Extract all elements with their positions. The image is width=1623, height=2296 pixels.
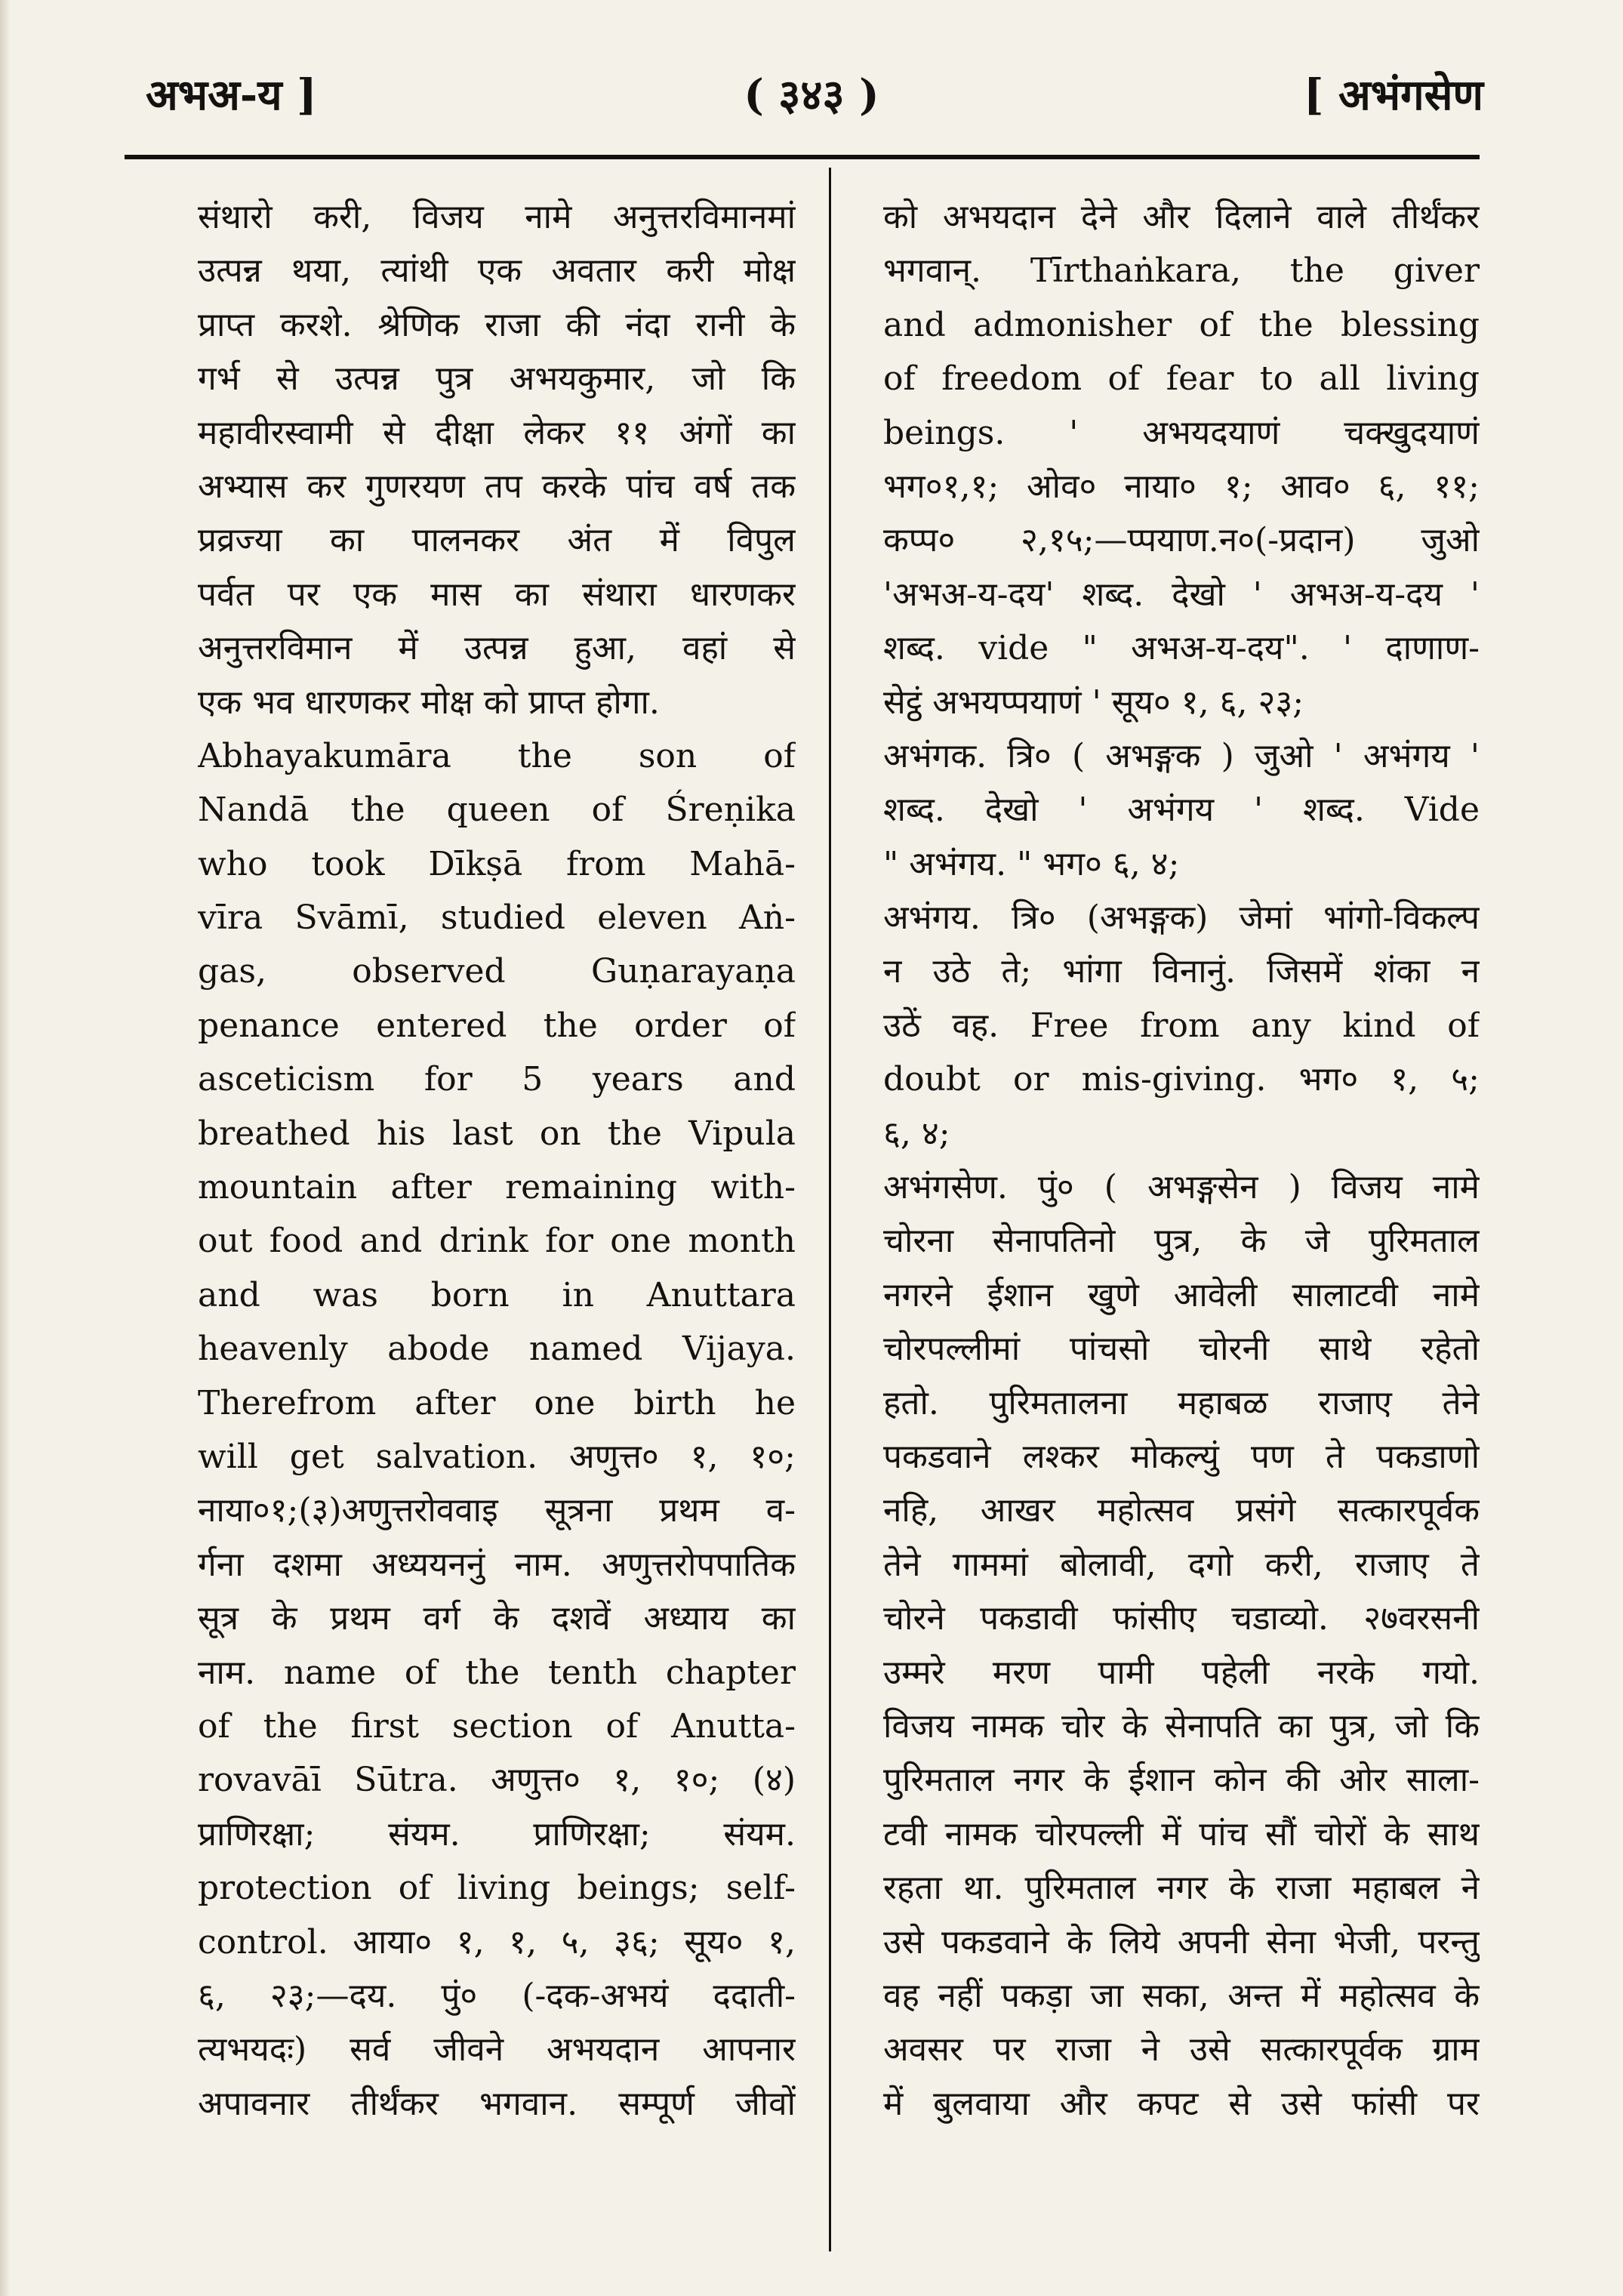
text-line: penance entered the order of	[198, 1006, 796, 1045]
text-line: breathed his last on the Vipula	[198, 1114, 796, 1153]
text-line: अभंगय. त्रि० (अभङ्गक) जेमां भांगो-विकल्प	[883, 898, 1480, 938]
header-right-guideword: [ अभंगसेण	[1303, 70, 1483, 120]
text-line: चोरपल्लीमां पांचसो चोरनी साथे रहेतो	[883, 1330, 1480, 1369]
text-line: पुरिमताल नगर के ईशान कोन की ओर साला-	[883, 1761, 1480, 1800]
page-number: ( ३४३ )	[744, 70, 879, 120]
text-line: will get salvation. अणुत्त० १, १०;	[198, 1437, 796, 1476]
text-line: महावीरस्वामी से दीक्षा लेकर ११ अंगों का	[198, 413, 796, 452]
text-line: नगरने ईशान खुणे आवेली सालाटवी नामे	[883, 1275, 1480, 1314]
text-line: doubt or mis-giving. भग० १, ५;	[883, 1060, 1480, 1099]
text-line: of the first section of Anutta-	[198, 1706, 796, 1746]
text-line: उसे पकडवाने के लिये अपनी सेना भेजी, परन्तु	[883, 1922, 1480, 1962]
text-line: अभ्यास कर गुणरयण तप करके पांच वर्ष तक	[198, 467, 796, 506]
text-line: gas, observed Guṇarayaṇa	[198, 952, 796, 991]
text-line: नाया०१;(३)अणुत्तरोववाइ सूत्रना प्रथम व-	[198, 1491, 796, 1530]
text-line: प्राप्त करशे. श्रेणिक राजा की नंदा रानी के	[198, 305, 796, 344]
text-line: 'अभअ-य-दय' शब्द. देखो ' अभअ-य-दय '	[883, 575, 1480, 614]
text-line: " अभंगय. " भग० ६, ४;	[883, 844, 1180, 883]
text-line: शब्द. देखो ' अभंगय ' शब्द. Vide	[883, 791, 1480, 830]
text-line: टवी नामक चोरपल्ली में पांच सौं चोरों के साथ	[883, 1814, 1480, 1854]
text-line: अवसर पर राजा ने उसे सत्कारपूर्वक ग्राम	[883, 2030, 1480, 2069]
text-line: में बुलवाया और कपट से उसे फांसी पर	[883, 2084, 1480, 2123]
text-line: protection of living beings; self-	[198, 1869, 796, 1908]
text-line: तेने गाममां बोलावी, दगो करी, राजाए ते	[883, 1545, 1480, 1584]
text-line: गर्भ से उत्पन्न पुत्र अभयकुमार, जो कि	[198, 359, 796, 399]
text-line: अनुत्तरविमान में उत्पन्न हुआ, वहां से	[198, 629, 796, 668]
text-line: who took Dīkṣā from Mahā-	[198, 844, 796, 883]
text-line: उत्पन्न थया, त्यांथी एक अवतार करी मोक्ष	[198, 251, 796, 291]
text-line: अभंगक. त्रि० ( अभङ्गक ) जुओ ' अभंगय '	[883, 736, 1480, 775]
text-line: हतो. पुरिमतालना महाबळ राजाए तेने	[883, 1383, 1480, 1422]
text-line: ६, ४;	[883, 1114, 950, 1153]
text-line: सेट्ठं अभयप्पयाणं ' सूय० १, ६, २३;	[883, 683, 1304, 722]
text-line: र्गना दशमा अध्ययननुं नाम. अणुत्तरोपपातिक	[198, 1545, 796, 1584]
text-line: को अभयदान देने और दिलाने वाले तीर्थंकर	[883, 198, 1480, 236]
text-line: अपावनार तीर्थंकर भगवान. सम्पूर्ण जीवों	[198, 2084, 796, 2123]
text-line: प्रव्रज्या का पालनकर अंत में विपुल	[198, 521, 796, 560]
text-line: उठें वह. Free from any kind of	[883, 1006, 1480, 1045]
text-line: संथारो करी, विजय नामे अनुत्तरविमानमां	[198, 198, 796, 236]
header-rule	[125, 155, 1480, 159]
text-line: एक भव धारणकर मोक्ष को प्राप्त होगा.	[198, 683, 660, 722]
text-line: उम्मरे मरण पामी पहेली नरके गयो.	[883, 1653, 1480, 1692]
text-line: अभंगसेण. पुं० ( अभङ्गसेन ) विजय नामे	[883, 1168, 1480, 1207]
text-line: नहि, आखर महोत्सव प्रसंगे सत्कारपूर्वक	[883, 1491, 1480, 1530]
text-line: beings. ' अभयदयाणं चक्खुदयाणं	[883, 413, 1480, 452]
text-line: rovavāī Sūtra. अणुत्त० १, १०; (४)	[198, 1761, 796, 1800]
text-line: भग०१,१; ओव० नाया० १; आव० ६, ११;	[883, 467, 1480, 506]
text-line: सूत्र के प्रथम वर्ग के दशवें अध्याय का	[198, 1599, 796, 1638]
right-column	[883, 190, 1480, 2259]
text-line: शब्द. vide " अभअ-य-दय". ' दाणाण-	[883, 629, 1480, 668]
text-line: Abhayakumāra the son of	[198, 736, 796, 775]
page-header	[132, 59, 1491, 134]
text-line: Therefrom after one birth he	[198, 1383, 796, 1422]
text-line: रहता था. पुरिमताल नगर के राजा महाबल ने	[883, 1869, 1480, 1908]
text-line: of freedom of fear to all living	[883, 359, 1480, 399]
text-line: ६, २३;—दय. पुं० (-दक-अभयं ददाती-	[198, 1976, 796, 2015]
text-line: चोरने पकडावी फांसीए चडाव्यो. २७वरसनी	[883, 1599, 1480, 1638]
text-line: and admonisher of the blessing	[883, 305, 1480, 344]
text-line: asceticism for 5 years and	[198, 1060, 796, 1099]
text-line: न उठे ते; भांगा विनानुं. जिसमें शंका न	[883, 952, 1480, 991]
text-line: mountain after remaining with-	[198, 1168, 796, 1207]
text-line: कप्प० २,१५;—प्पयाण.न०(-प्रदान) जुओ	[883, 521, 1480, 560]
text-line: and was born in Anuttara	[198, 1275, 796, 1314]
text-line: वह नहीं पकड़ा जा सका, अन्त में महोत्सव के	[883, 1976, 1480, 2015]
text-line: भगवान्. Tīrthaṅkara, the giver	[883, 251, 1480, 291]
text-line: Nandā the queen of Śreṇika	[198, 791, 796, 830]
left-column	[198, 190, 796, 2259]
column-divider	[829, 168, 831, 2251]
text-line: पर्वत पर एक मास का संथारा धारणकर	[198, 575, 796, 614]
text-line: नाम. name of the tenth chapter	[198, 1653, 796, 1692]
text-line: vīra Svāmī, studied eleven Aṅ-	[198, 898, 796, 938]
text-line: चोरना सेनापतिनो पुत्र, के जे पुरिमताल	[883, 1222, 1480, 1261]
text-line: control. आया० १, १, ५, ३६; सूय० १,	[198, 1922, 796, 1962]
text-line: out food and drink for one month	[198, 1222, 796, 1261]
text-line: त्यभयदः) सर्व जीवने अभयदान आपनार	[198, 2030, 796, 2069]
header-left-guideword: अभअ-य ]	[146, 70, 317, 120]
text-line: प्राणिरक्षा; संयम. प्राणिरक्षा; संयम.	[198, 1814, 796, 1854]
text-line: पकडवाने लश्कर मोकल्युं पण ते पकडाणो	[883, 1437, 1480, 1476]
text-line: heavenly abode named Vijaya.	[198, 1330, 796, 1369]
scan-edge	[0, 0, 11, 2296]
text-line: विजय नामक चोर के सेनापति का पुत्र, जो कि	[883, 1706, 1480, 1746]
